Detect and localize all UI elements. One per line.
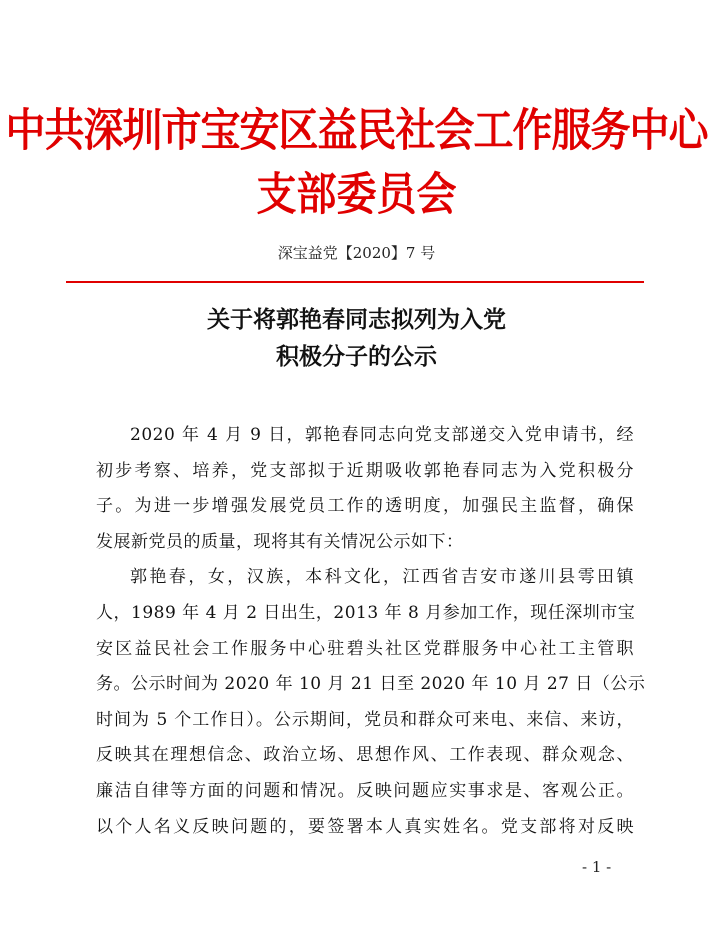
body-line: 廉洁自律等方面的问题和情况。反映问题应实事求是、客观公正。 (96, 780, 634, 801)
body-line: 务。公示时间为 2020 年 10 月 21 日至 2020 年 10 月 27 日（公示 (96, 674, 646, 695)
body-line: 以个人名义反映问题的，要签署本人真实姓名。党支部将对反映 (96, 816, 634, 837)
document-number: 深宝益党【2020】7 号 (277, 244, 436, 262)
red-divider (66, 281, 644, 283)
body-line: 郭艳春，女，汉族，本科文化，江西省吉安市遂川县雩田镇 (130, 567, 634, 588)
org-name-line2: 支部委员会 (256, 168, 457, 221)
body-line: 初步考察、培养，党支部拟于近期吸收郭艳春同志为入党积极分 (96, 460, 634, 481)
body-line: 子。为进一步增强发展党员工作的透明度，加强民主监督，确保 (96, 496, 634, 517)
body-line: 反映其在理想信念、政治立场、思想作风、工作表现、群众观念、 (96, 745, 634, 766)
document-title-line2: 积极分子的公示 (276, 344, 437, 370)
document-title-line1: 关于将郭艳春同志拟列为入党 (207, 307, 506, 333)
document-body (96, 418, 646, 845)
org-name-line1: 中共深圳市宝安区益民社会工作服务中心 (5, 104, 708, 157)
body-line: 时间为 5 个工作日）。公示期间，党员和群众可来电、来信、来访， (96, 709, 634, 730)
body-line: 人，1989 年 4 月 2 日出生，2013 年 8 月参加工作，现任深圳市宝 (96, 602, 636, 623)
body-line: 2020 年 4 月 9 日，郭艳春同志向党支部递交入党申请书，经 (130, 425, 634, 445)
body-line: 发展新党员的质量，现将其有关情况公示如下： (96, 531, 464, 552)
body-line: 安区益民社会工作服务中心驻碧头社区党群服务中心社工主管职 (96, 638, 634, 659)
page-number: - 1 - (582, 858, 612, 876)
